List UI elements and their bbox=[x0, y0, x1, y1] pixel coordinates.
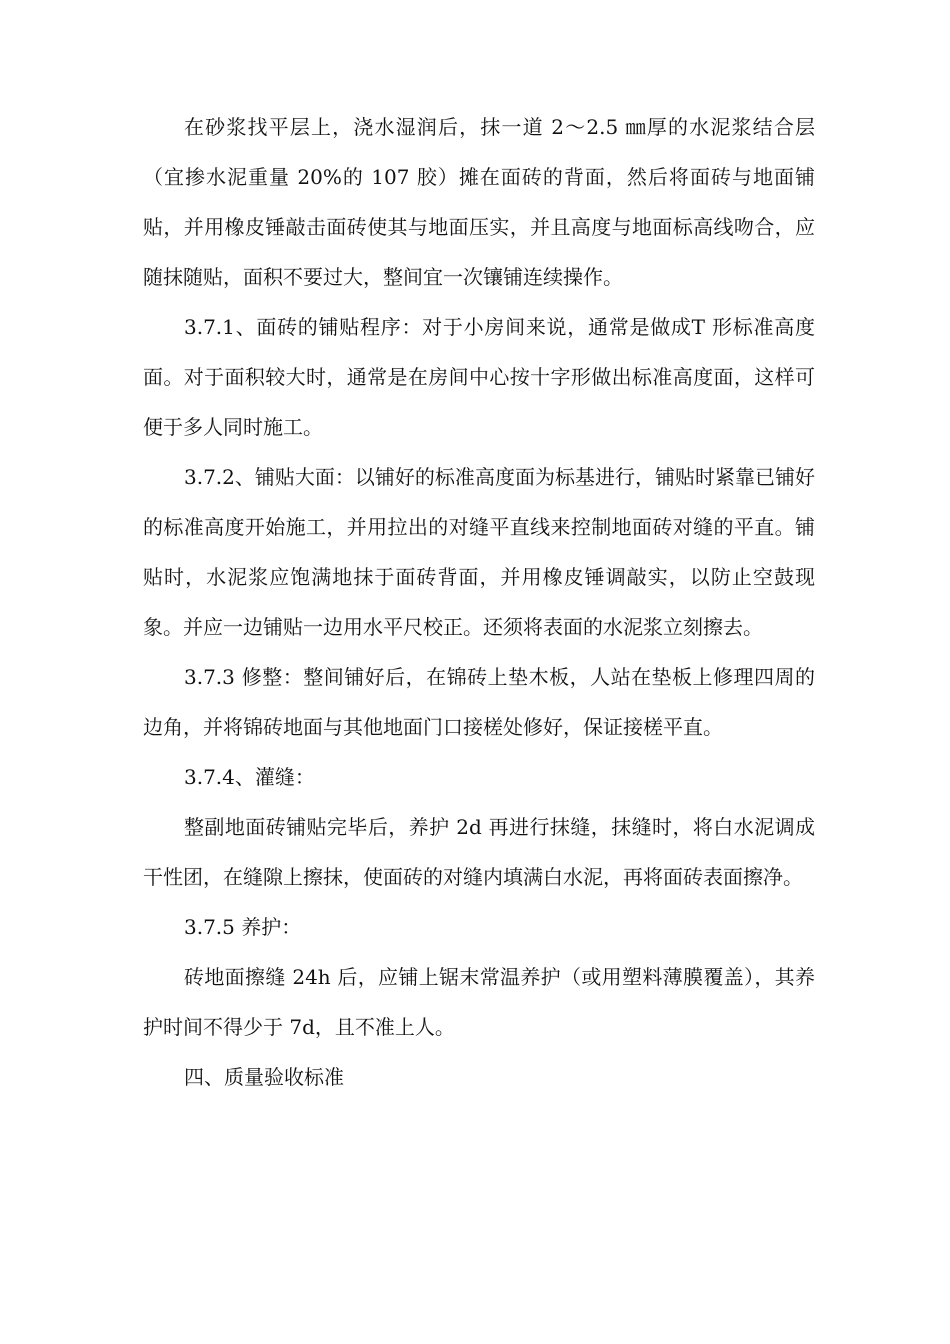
paragraph-grouting-details: 整副地面砖铺贴完毕后，养护 2d 再进行抹缝，抹缝时，将白水泥调成干性团，在缝隙上擦抹，使面砖的对缝内填满白水泥，再将面砖表面擦净。 bbox=[143, 815, 815, 889]
paragraph-3-7-2-laying-main-surface: 3.7.2、铺贴大面：以铺好的标准高度面为标基进行，铺贴时紧靠已铺好的标准高度开始施工，并用拉出的对缝平直线来控制地面砖对缝的平直。铺贴时，水泥浆应饱满地抹于面砖背面，并用橡皮锤调敲实，以防止空鼓现象。并应一边铺贴一边用水平尺校正。还须将表面的水泥浆立刻擦去。 bbox=[143, 465, 815, 639]
heading-3-7-4-grouting: 3.7.4、灌缝： bbox=[184, 765, 315, 789]
paragraph-mortar-bonding: 在砂浆找平层上，浇水湿润后，抹一道 2～2.5 ㎜厚的水泥浆结合层（宜掺水泥重量 20%的 107 胶）摊在面砖的背面，然后将面砖与地面铺贴，并用橡皮锤敲击面砖使其与地面压实，并且高度与地面标高线吻合，应随抹随贴，面积不要过大，整间宜一次镶铺连续操作。 bbox=[143, 115, 815, 289]
paragraph-curing-details: 砖地面擦缝 24h 后，应铺上锯末常温养护（或用塑料薄膜覆盖），其养护时间不得少于 7d，且不准上人。 bbox=[143, 965, 815, 1039]
paragraph-3-7-1-tiling-procedure: 3.7.1、面砖的铺贴程序：对于小房间来说，通常是做成T 形标准高度面。对于面积较大时，通常是在房间中心按十字形做出标准高度面，这样可便于多人同时施工。 bbox=[143, 315, 815, 439]
document-body bbox=[143, 102, 815, 1102]
heading-3-7-5-curing: 3.7.5 养护： bbox=[184, 915, 302, 939]
paragraph-3-7-3-trimming: 3.7.3 修整：整间铺好后，在锦砖上垫木板，人站在垫板上修理四周的边角，并将锦砖地面与其他地面门口接槎处修好，保证接槎平直。 bbox=[143, 665, 815, 739]
section-heading-quality-acceptance: 四、质量验收标准 bbox=[184, 1065, 344, 1089]
